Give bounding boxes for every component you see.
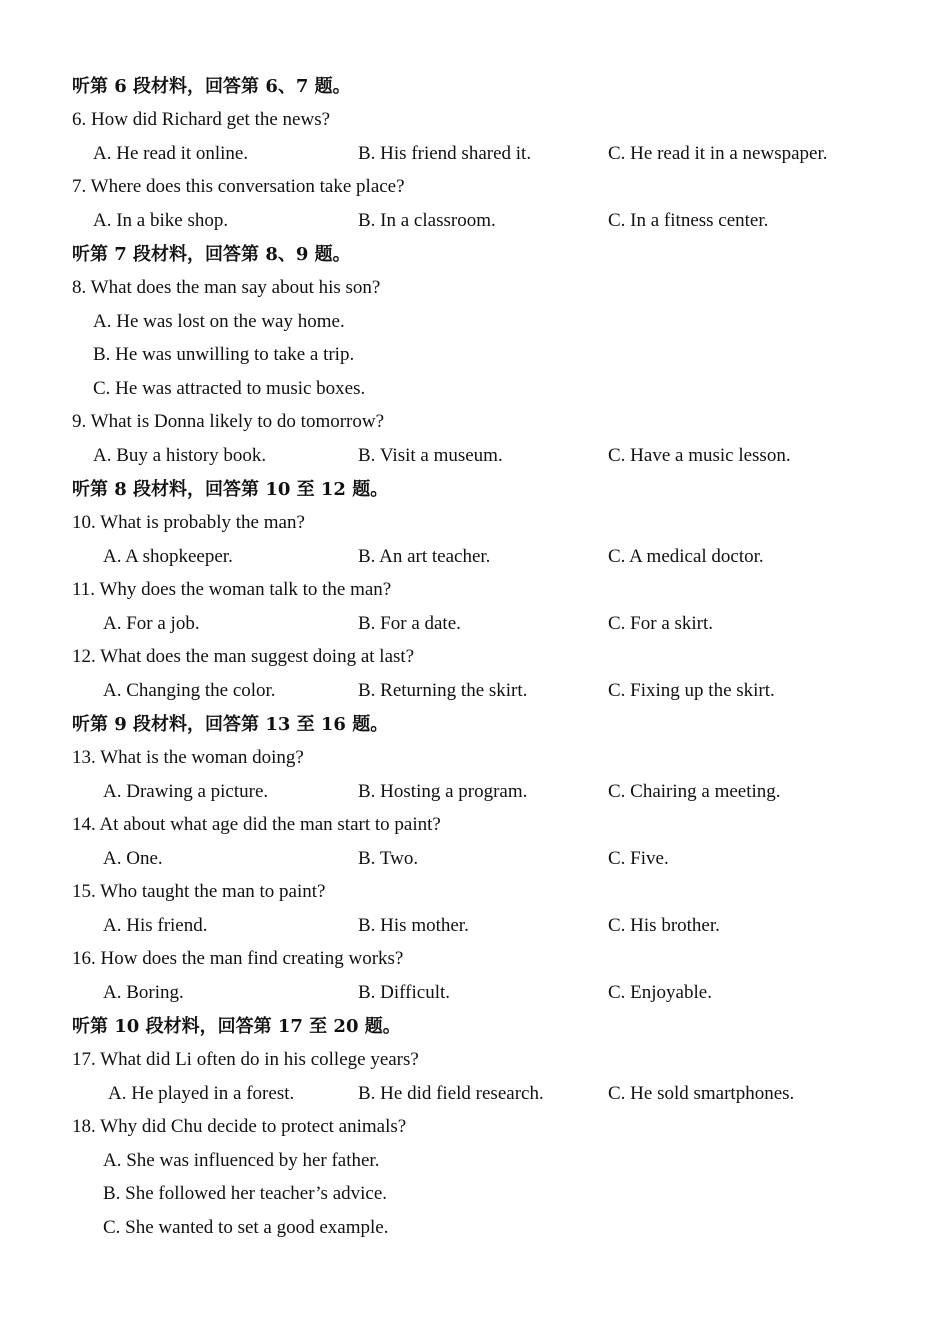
question-stem-7: 7. Where does this conversation take place? (72, 176, 405, 197)
question-stem-15: 15. Who taught the man to paint? (72, 881, 326, 902)
question-11-option-b: B. For a date. (358, 613, 461, 634)
question-15-option-b: B. His mother. (358, 915, 469, 936)
question-9-option-a: A. Buy a history book. (93, 445, 267, 466)
question-11-option-a: A. For a job. (103, 613, 200, 634)
question-18-option-c: C. She wanted to set a good example. (103, 1217, 389, 1238)
question-stem-12: 12. What does the man suggest doing at last? (72, 646, 415, 667)
question-6-option-a: A. He read it online. (93, 143, 249, 164)
question-7-option-a: A. In a bike shop. (93, 210, 229, 231)
question-15-option-c: C. His brother. (608, 915, 720, 936)
question-7-option-b: B. In a classroom. (358, 210, 496, 231)
question-14-option-c: C. Five. (608, 848, 669, 869)
question-18-option-b: B. She followed her teacher’s advice. (103, 1183, 388, 1204)
question-13-option-b: B. Hosting a program. (358, 781, 528, 802)
question-17-option-a: A. He played in a forest. (108, 1083, 295, 1104)
question-stem-13: 13. What is the woman doing? (72, 747, 304, 768)
question-14-option-a: A. One. (103, 848, 163, 869)
question-stem-16: 16. How does the man find creating works? (72, 948, 404, 969)
question-11-option-c: C. For a skirt. (608, 613, 714, 634)
section-heading-9: 听第 9 段材料，回答第 13 至 16 题。 (72, 714, 389, 735)
question-7-option-c: C. In a fitness center. (608, 210, 769, 231)
question-8-option-b: B. He was unwilling to take a trip. (93, 344, 355, 365)
question-8-option-c: C. He was attracted to music boxes. (93, 378, 366, 399)
question-stem-6: 6. How did Richard get the news? (72, 109, 331, 130)
question-17-option-b: B. He did field research. (358, 1083, 544, 1104)
section-heading-8: 听第 8 段材料，回答第 10 至 12 题。 (72, 479, 389, 500)
question-stem-14: 14. At about what age did the man start to paint? (72, 814, 441, 835)
section-heading-7: 听第 7 段材料，回答第 8、9 题。 (72, 244, 351, 265)
section-heading-10: 听第 10 段材料，回答第 17 至 20 题。 (72, 1016, 401, 1037)
question-12-option-a: A. Changing the color. (103, 680, 276, 701)
question-stem-10: 10. What is probably the man? (72, 512, 305, 533)
question-stem-18: 18. Why did Chu decide to protect animals? (72, 1116, 407, 1137)
question-17-option-c: C. He sold smartphones. (608, 1083, 795, 1104)
question-13-option-c: C. Chairing a meeting. (608, 781, 781, 802)
question-stem-11: 11. Why does the woman talk to the man? (72, 579, 392, 600)
question-16-option-a: A. Boring. (103, 982, 184, 1003)
question-9-option-c: C. Have a music lesson. (608, 445, 791, 466)
question-12-option-b: B. Returning the skirt. (358, 680, 528, 701)
section-heading-6: 听第 6 段材料，回答第 6、7 题。 (72, 76, 351, 97)
question-10-option-a: A. A shopkeeper. (103, 546, 233, 567)
question-10-option-b: B. An art teacher. (358, 546, 491, 567)
question-stem-9: 9. What is Donna likely to do tomorrow? (72, 411, 385, 432)
question-16-option-c: C. Enjoyable. (608, 982, 712, 1003)
question-13-option-a: A. Drawing a picture. (103, 781, 269, 802)
question-18-option-a: A. She was influenced by her father. (103, 1150, 380, 1171)
question-12-option-c: C. Fixing up the skirt. (608, 680, 775, 701)
question-14-option-b: B. Two. (358, 848, 419, 869)
question-15-option-a: A. His friend. (103, 915, 208, 936)
question-6-option-b: B. His friend shared it. (358, 143, 532, 164)
question-stem-17: 17. What did Li often do in his college years? (72, 1049, 419, 1070)
question-stem-8: 8. What does the man say about his son? (72, 277, 381, 298)
question-10-option-c: C. A medical doctor. (608, 546, 764, 567)
question-9-option-b: B. Visit a museum. (358, 445, 503, 466)
question-16-option-b: B. Difficult. (358, 982, 451, 1003)
question-8-option-a: A. He was lost on the way home. (93, 311, 345, 332)
question-6-option-c: C. He read it in a newspaper. (608, 143, 828, 164)
